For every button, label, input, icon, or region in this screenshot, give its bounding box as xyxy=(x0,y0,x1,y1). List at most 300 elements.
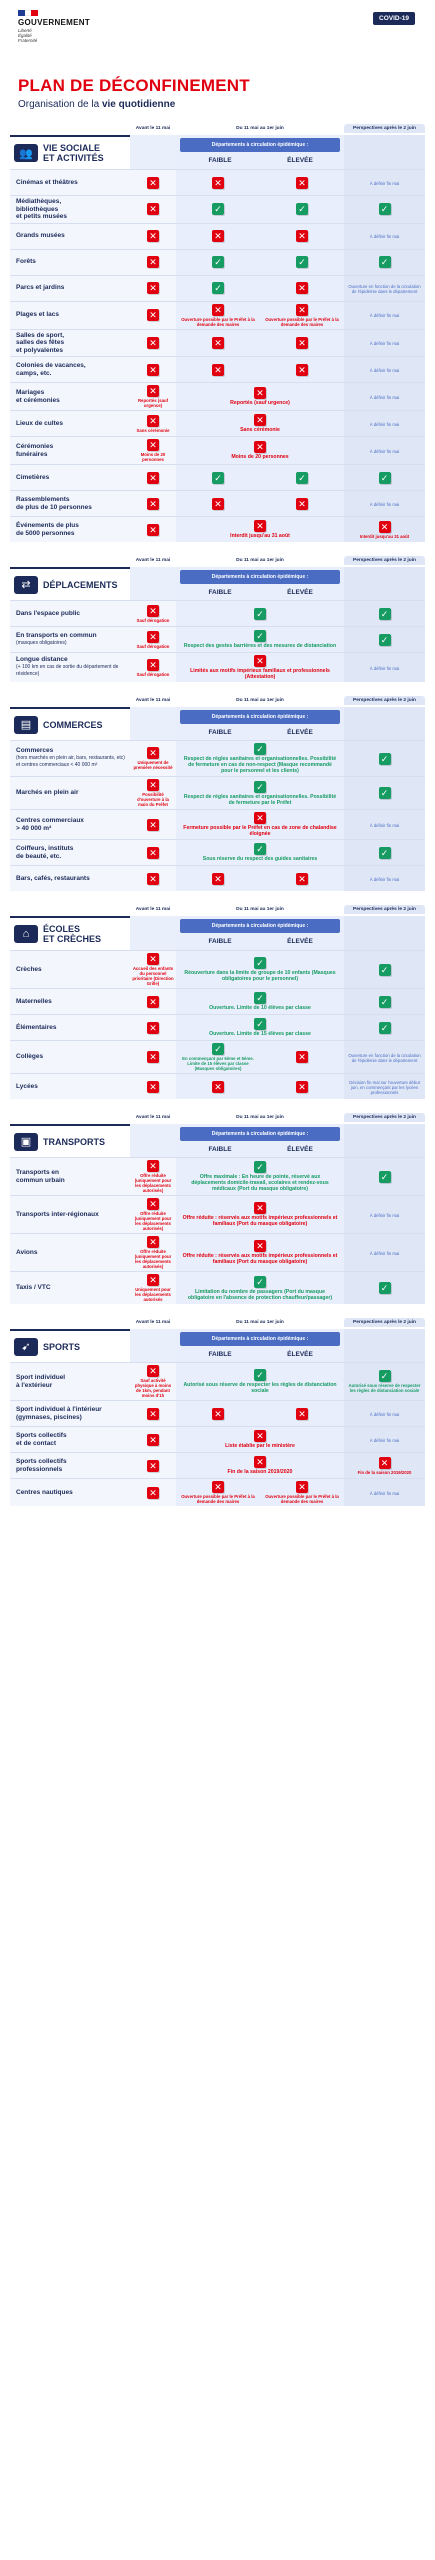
forbidden-icon: ✕ xyxy=(296,364,308,376)
allowed-icon: ✓ xyxy=(379,608,391,620)
row-label xyxy=(10,989,130,1014)
section-header xyxy=(10,1329,425,1362)
row-label-text: Lycées xyxy=(16,1082,38,1090)
covid-badge: COVID-19 xyxy=(373,12,415,25)
row-label xyxy=(10,777,130,809)
forbidden-icon: ✕ xyxy=(147,256,159,268)
cell-during-all xyxy=(176,437,344,464)
status-note: Limitation du nombre de passagers (Port du masque obligatoire en l'absence de protection chauffeur/passager) xyxy=(187,1288,333,1301)
cell-before xyxy=(130,330,176,357)
page-subtitle: Organisation de la vie quotidienne xyxy=(18,99,176,110)
section-title: COMMERCES xyxy=(43,719,103,730)
department-header xyxy=(176,567,344,600)
status-note: Offre réduite (uniquement pour les déplacements autorisés) xyxy=(134,1173,172,1193)
table-row xyxy=(10,464,425,490)
allowed-icon: ✓ xyxy=(379,1022,391,1034)
cell-high xyxy=(260,491,344,516)
cell-high xyxy=(260,224,344,249)
row-label-text: Transports en commun urbain xyxy=(16,1169,65,1184)
forbidden-icon: ✕ xyxy=(296,230,308,242)
status-note: Interdit jusqu'au 31 août xyxy=(230,533,290,539)
column-before-blank xyxy=(130,707,176,740)
forbidden-icon: ✕ xyxy=(147,1434,159,1446)
forbidden-icon: ✕ xyxy=(147,605,159,617)
level-low: FAIBLE xyxy=(208,938,232,945)
column-before-blank xyxy=(130,1329,176,1362)
column-spacer xyxy=(10,124,130,133)
forbidden-icon: ✕ xyxy=(296,1081,308,1093)
column-perspectives: Perspectives après le 2 juin xyxy=(344,124,425,133)
row-label xyxy=(10,1158,130,1195)
sections-container xyxy=(10,124,425,1506)
column-before: Avant le 11 mai xyxy=(135,1115,171,1120)
forbidden-icon: ✕ xyxy=(147,1487,159,1499)
forbidden-icon: ✕ xyxy=(379,521,391,533)
cell-low xyxy=(176,330,260,357)
perspectives-blank xyxy=(344,567,425,600)
department-bar: Départements à circulation épidémique : xyxy=(180,570,340,584)
cell-low xyxy=(176,302,260,329)
column-perspectives: Perspectives après le 2 juin xyxy=(344,696,425,705)
forbidden-icon: ✕ xyxy=(147,996,159,1008)
allowed-icon: ✓ xyxy=(254,743,266,755)
status-note: Liste établie par le ministère xyxy=(225,1443,295,1449)
allowed-icon: ✓ xyxy=(379,787,391,799)
status-note: À définir fin mai xyxy=(369,234,400,239)
cell-perspective xyxy=(344,866,425,891)
level-low: FAIBLE xyxy=(208,157,232,164)
forbidden-icon: ✕ xyxy=(147,364,159,376)
status-note: Interdit jusqu'au 31 août xyxy=(359,533,410,539)
row-label xyxy=(10,250,130,275)
status-note: Ouverture possible par le Préfet à la demande des maires xyxy=(265,1494,339,1504)
column-spacer xyxy=(10,556,130,565)
column-headers xyxy=(10,1113,425,1122)
row-label-text: Centres commerciaux > 40 000 m² xyxy=(16,817,84,832)
status-note: Respect des gestes barrières et des mesures de distanciation xyxy=(183,643,337,649)
row-label xyxy=(10,302,130,329)
forbidden-icon: ✕ xyxy=(212,1081,224,1093)
row-label-text: Maternelles xyxy=(16,997,52,1005)
row-label-text: Salles de sport, salles des fêtes et polyvalentes xyxy=(16,331,65,354)
status-note: À définir fin mai xyxy=(369,1490,400,1496)
status-note: Reportés (sauf urgence) xyxy=(137,398,169,408)
allowed-icon: ✓ xyxy=(379,964,391,976)
table-row xyxy=(10,1040,425,1073)
column-perspectives: Perspectives après le 2 juin xyxy=(344,1113,425,1122)
table-row xyxy=(10,1233,425,1271)
status-note: Ouverture en fonction de la circulation de l'épidémie dans le département xyxy=(348,283,421,294)
forbidden-icon: ✕ xyxy=(147,1081,159,1093)
row-label xyxy=(10,383,130,410)
forbidden-icon: ✕ xyxy=(147,1365,159,1377)
france-flag-icon xyxy=(18,10,38,16)
row-label-text: Sports collectifs et de contact xyxy=(16,1432,67,1447)
status-note: Moins de 20 personnes xyxy=(140,452,166,462)
row-label-text: Lieux de cultes xyxy=(16,419,63,427)
forbidden-icon: ✕ xyxy=(254,414,266,426)
cell-before xyxy=(130,1041,176,1073)
status-note: Sans cérémonie xyxy=(136,427,170,433)
forbidden-icon: ✕ xyxy=(254,1202,266,1214)
cell-during-all xyxy=(176,1453,344,1478)
forbidden-icon: ✕ xyxy=(296,304,308,316)
allowed-icon: ✓ xyxy=(296,256,308,268)
row-label-text: Centres nautiques xyxy=(16,1488,73,1496)
status-note: Ouverture possible par le Préfet à la demande des maires xyxy=(181,1494,255,1504)
department-bar: Départements à circulation épidémique : xyxy=(180,1332,340,1346)
forbidden-icon: ✕ xyxy=(212,364,224,376)
status-note: À définir fin mai xyxy=(369,876,400,882)
cell-before xyxy=(130,989,176,1014)
status-note: Moins de 20 personnes xyxy=(231,454,289,460)
perspectives-blank xyxy=(344,135,425,169)
cell-during-all xyxy=(176,1427,344,1452)
cell-before xyxy=(130,1158,176,1195)
cell-perspective xyxy=(344,1234,425,1271)
cell-during-all xyxy=(176,627,344,652)
cell-during-all xyxy=(176,1196,344,1233)
section-social xyxy=(10,124,425,542)
cell-during-all xyxy=(176,1234,344,1271)
table-row xyxy=(10,1271,425,1304)
row-label-text: Coiffeurs, instituts de beauté, etc. xyxy=(16,845,74,860)
cell-before xyxy=(130,357,176,382)
section-header xyxy=(10,916,425,950)
status-note: Offre réduite (uniquement pour les déplacements autorisés) xyxy=(134,1211,172,1231)
allowed-icon: ✓ xyxy=(254,608,266,620)
forbidden-icon: ✕ xyxy=(254,441,266,453)
header xyxy=(10,0,425,76)
cell-perspective xyxy=(344,1196,425,1233)
column-during: Du 11 mai au 1er juin xyxy=(236,907,284,912)
cell-high xyxy=(260,1041,344,1073)
cell-during-all xyxy=(176,1158,344,1195)
cell-perspective xyxy=(344,1453,425,1478)
row-label xyxy=(10,1453,130,1478)
department-header xyxy=(176,707,344,740)
cell-before xyxy=(130,810,176,839)
row-label xyxy=(10,810,130,839)
cell-high xyxy=(260,465,344,490)
row-label xyxy=(10,653,130,682)
column-before-blank xyxy=(130,135,176,169)
row-label xyxy=(10,1041,130,1073)
cell-during-all xyxy=(176,777,344,809)
column-before-blank xyxy=(130,1124,176,1157)
cell-perspective xyxy=(344,170,425,195)
forbidden-icon: ✕ xyxy=(147,337,159,349)
cell-high xyxy=(260,196,344,223)
forbidden-icon: ✕ xyxy=(147,309,159,321)
cell-low xyxy=(176,465,260,490)
government-logo-text: GOUVERNEMENT xyxy=(18,18,91,27)
forbidden-icon: ✕ xyxy=(147,1408,159,1420)
column-headers xyxy=(10,124,425,133)
status-note: À définir fin mai xyxy=(369,394,400,400)
bus-icon: ▣ xyxy=(14,1133,38,1151)
cell-low xyxy=(176,170,260,195)
forbidden-icon: ✕ xyxy=(147,439,159,451)
cell-during-all xyxy=(176,810,344,839)
status-note: Ouverture. Limite de 15 élèves par classe xyxy=(209,1031,311,1037)
row-label xyxy=(10,1427,130,1452)
cell-high xyxy=(260,1401,344,1426)
cell-before xyxy=(130,1196,176,1233)
row-label-text: Commerces xyxy=(16,747,54,755)
table-row xyxy=(10,329,425,357)
table-row xyxy=(10,1478,425,1506)
table-row xyxy=(10,223,425,249)
row-label xyxy=(10,1196,130,1233)
forbidden-icon: ✕ xyxy=(147,472,159,484)
table-row xyxy=(10,382,425,410)
forbidden-icon: ✕ xyxy=(212,873,224,885)
status-note: Sauf dérogation xyxy=(136,643,170,649)
cell-during-all xyxy=(176,653,344,682)
row-label xyxy=(10,170,130,195)
row-label xyxy=(10,1234,130,1271)
cell-low xyxy=(176,866,260,891)
cell-low xyxy=(176,1074,260,1099)
status-note: Décision fin mai sur l'ouverture début juin, en commençant par les lycées professionnels xyxy=(349,1079,420,1095)
row-label xyxy=(10,1272,130,1304)
cell-during-all xyxy=(176,1272,344,1304)
allowed-icon: ✓ xyxy=(254,843,266,855)
cell-before xyxy=(130,1479,176,1506)
column-before: Avant le 11 mai xyxy=(135,126,171,131)
forbidden-icon: ✕ xyxy=(296,337,308,349)
cell-before xyxy=(130,1401,176,1426)
status-note: À définir fin mai xyxy=(369,1212,400,1218)
cell-high xyxy=(260,330,344,357)
forbidden-icon: ✕ xyxy=(147,631,159,643)
allowed-icon: ✓ xyxy=(212,472,224,484)
forbidden-icon: ✕ xyxy=(147,177,159,189)
column-during: Du 11 mai au 1er juin xyxy=(236,1320,284,1325)
department-levels xyxy=(180,152,340,168)
cell-low xyxy=(176,1401,260,1426)
row-label-text: Cérémonies funéraires xyxy=(16,443,54,458)
column-during: Du 11 mai au 1er juin xyxy=(236,1115,284,1120)
status-note: À définir fin mai xyxy=(369,448,400,454)
table-row xyxy=(10,839,425,865)
cell-before xyxy=(130,1427,176,1452)
forbidden-icon: ✕ xyxy=(147,1160,159,1172)
level-low: FAIBLE xyxy=(208,729,232,736)
column-headers xyxy=(10,696,425,705)
forbidden-icon: ✕ xyxy=(147,747,159,759)
row-label-text: Crèches xyxy=(16,965,42,973)
status-note: Fin de la saison 2019/2020 xyxy=(227,1469,293,1475)
column-headers xyxy=(10,1318,425,1327)
column-spacer xyxy=(10,905,130,914)
cell-high xyxy=(260,1479,344,1506)
forbidden-icon: ✕ xyxy=(147,1022,159,1034)
forbidden-icon: ✕ xyxy=(147,1198,159,1210)
cell-during-all xyxy=(176,411,344,436)
row-label-text: Grands musées xyxy=(16,232,65,240)
cell-perspective xyxy=(344,989,425,1014)
forbidden-icon: ✕ xyxy=(147,873,159,885)
section-name xyxy=(10,1124,130,1157)
row-label xyxy=(10,1363,130,1400)
department-header xyxy=(176,1124,344,1157)
column-spacer xyxy=(10,696,130,705)
cell-during-all xyxy=(176,840,344,865)
status-note: À définir fin mai xyxy=(369,313,400,318)
forbidden-icon: ✕ xyxy=(147,385,159,397)
status-note: À définir fin mai xyxy=(369,665,400,671)
cell-perspective xyxy=(344,330,425,357)
forbidden-icon: ✕ xyxy=(212,498,224,510)
status-note: Sauf dérogation xyxy=(136,617,170,623)
allowed-icon: ✓ xyxy=(254,992,266,1004)
column-spacer xyxy=(10,1318,130,1327)
cell-low xyxy=(176,491,260,516)
status-note: En commençant par 6ème et 5ème. Limite de 15 élèves par classe (Masques obligatoires) xyxy=(182,1056,254,1071)
section-schools xyxy=(10,905,425,1099)
status-note: Fin de la saison 2019/2020 xyxy=(357,1469,412,1475)
department-bar: Départements à circulation épidémique : xyxy=(180,1127,340,1141)
row-label-text: Plages et lacs xyxy=(16,311,59,319)
route-icon: ⇄ xyxy=(14,576,38,594)
status-note: Possibilité d'ouverture à la main du Préfet xyxy=(137,792,169,807)
forbidden-icon: ✕ xyxy=(296,1051,308,1063)
allowed-icon: ✓ xyxy=(379,1282,391,1294)
department-header xyxy=(176,916,344,950)
row-label-text: Mariages et cérémonies xyxy=(16,389,60,404)
cell-perspective xyxy=(344,777,425,809)
cell-before xyxy=(130,653,176,682)
forbidden-icon: ✕ xyxy=(147,847,159,859)
table-row xyxy=(10,740,425,776)
section-name xyxy=(10,1329,130,1362)
forbidden-icon: ✕ xyxy=(147,953,159,965)
section-sports xyxy=(10,1318,425,1506)
forbidden-icon: ✕ xyxy=(147,1051,159,1063)
forbidden-icon: ✕ xyxy=(254,520,266,532)
cell-low xyxy=(176,1041,260,1073)
cell-before xyxy=(130,196,176,223)
status-note: Respect de règles sanitaires et organisationnelles. Possibilité de fermeture en cas de non-respect (Masque recommandé pour le personnel et les clients) xyxy=(183,756,337,774)
column-during: Du 11 mai au 1er juin xyxy=(236,558,284,563)
cell-before xyxy=(130,465,176,490)
cell-before xyxy=(130,491,176,516)
row-label xyxy=(10,224,130,249)
status-note: À définir fin mai xyxy=(369,340,400,346)
column-before-blank xyxy=(130,916,176,950)
cell-perspective xyxy=(344,951,425,988)
cell-perspective xyxy=(344,627,425,652)
department-levels xyxy=(180,1141,340,1157)
cell-before xyxy=(130,866,176,891)
row-label-text: Événements de plus de 5000 personnes xyxy=(16,522,79,537)
department-header xyxy=(176,135,344,169)
cell-perspective xyxy=(344,1427,425,1452)
forbidden-icon: ✕ xyxy=(212,1408,224,1420)
cell-high xyxy=(260,302,344,329)
cell-perspective xyxy=(344,1363,425,1400)
table-row xyxy=(10,516,425,542)
row-label-text: Forêts xyxy=(16,258,36,266)
cell-before xyxy=(130,951,176,988)
row-label xyxy=(10,627,130,652)
cell-perspective xyxy=(344,276,425,301)
cell-perspective xyxy=(344,196,425,223)
status-note: Uniquement pour les déplacements autorisés xyxy=(135,1287,171,1302)
level-high: ÉLEVÉE xyxy=(287,729,313,736)
table-row xyxy=(10,436,425,464)
cell-low xyxy=(176,1479,260,1506)
school-icon: ⌂ xyxy=(14,925,38,943)
forbidden-icon: ✕ xyxy=(254,1240,266,1252)
row-label xyxy=(10,491,130,516)
table-row xyxy=(10,809,425,839)
status-note: À définir fin mai xyxy=(369,1437,400,1443)
row-label xyxy=(10,465,130,490)
allowed-icon: ✓ xyxy=(379,472,391,484)
level-high: ÉLEVÉE xyxy=(287,938,313,945)
section-header xyxy=(10,1124,425,1157)
status-note: Uniquement de première nécessité xyxy=(133,760,173,770)
allowed-icon: ✓ xyxy=(254,957,266,969)
store-icon: ▤ xyxy=(14,716,38,734)
status-note: Ouverture possible par le Préfet à la demande des maires xyxy=(181,316,255,327)
cell-before xyxy=(130,411,176,436)
department-levels xyxy=(180,584,340,600)
column-perspectives: Perspectives après le 2 juin xyxy=(344,905,425,914)
column-before: Avant le 11 mai xyxy=(135,907,171,912)
department-bar: Départements à circulation épidémique : xyxy=(180,138,340,152)
department-header xyxy=(176,1329,344,1362)
forbidden-icon: ✕ xyxy=(296,177,308,189)
forbidden-icon: ✕ xyxy=(147,1236,159,1248)
people-icon: 👥 xyxy=(14,144,38,162)
cell-perspective xyxy=(344,1158,425,1195)
cell-high xyxy=(260,1074,344,1099)
section-name xyxy=(10,916,130,950)
status-note: Accueil des enfants du personnel prioritaire (Direction Grille) xyxy=(132,966,174,986)
row-label-sub: (+ 100 km en cas de sortie du département de résidence) xyxy=(16,663,119,678)
row-label-text: Rassemblements de plus de 10 personnes xyxy=(16,496,92,511)
forbidden-icon: ✕ xyxy=(254,387,266,399)
row-label xyxy=(10,437,130,464)
row-label-text: Sport individuel à l'extérieur xyxy=(16,1374,66,1389)
forbidden-icon: ✕ xyxy=(147,203,159,215)
allowed-icon: ✓ xyxy=(296,472,308,484)
department-bar: Départements à circulation épidémique : xyxy=(180,919,340,933)
status-note: Ouverture possible par le Préfet à la demande des maires xyxy=(265,316,339,327)
section-name xyxy=(10,567,130,600)
cell-perspective xyxy=(344,302,425,329)
allowed-icon: ✓ xyxy=(379,256,391,268)
forbidden-icon: ✕ xyxy=(147,415,159,427)
cell-perspective xyxy=(344,357,425,382)
cell-during-all xyxy=(176,517,344,542)
table-row xyxy=(10,1014,425,1040)
cell-perspective xyxy=(344,1041,425,1073)
cell-high xyxy=(260,170,344,195)
cell-perspective xyxy=(344,840,425,865)
allowed-icon: ✓ xyxy=(254,781,266,793)
forbidden-icon: ✕ xyxy=(254,812,266,824)
cell-during-all xyxy=(176,951,344,988)
row-label xyxy=(10,601,130,626)
page-title: PLAN DE DÉCONFINEMENT xyxy=(18,76,250,95)
department-bar: Départements à circulation épidémique : xyxy=(180,710,340,724)
cell-perspective xyxy=(344,810,425,839)
